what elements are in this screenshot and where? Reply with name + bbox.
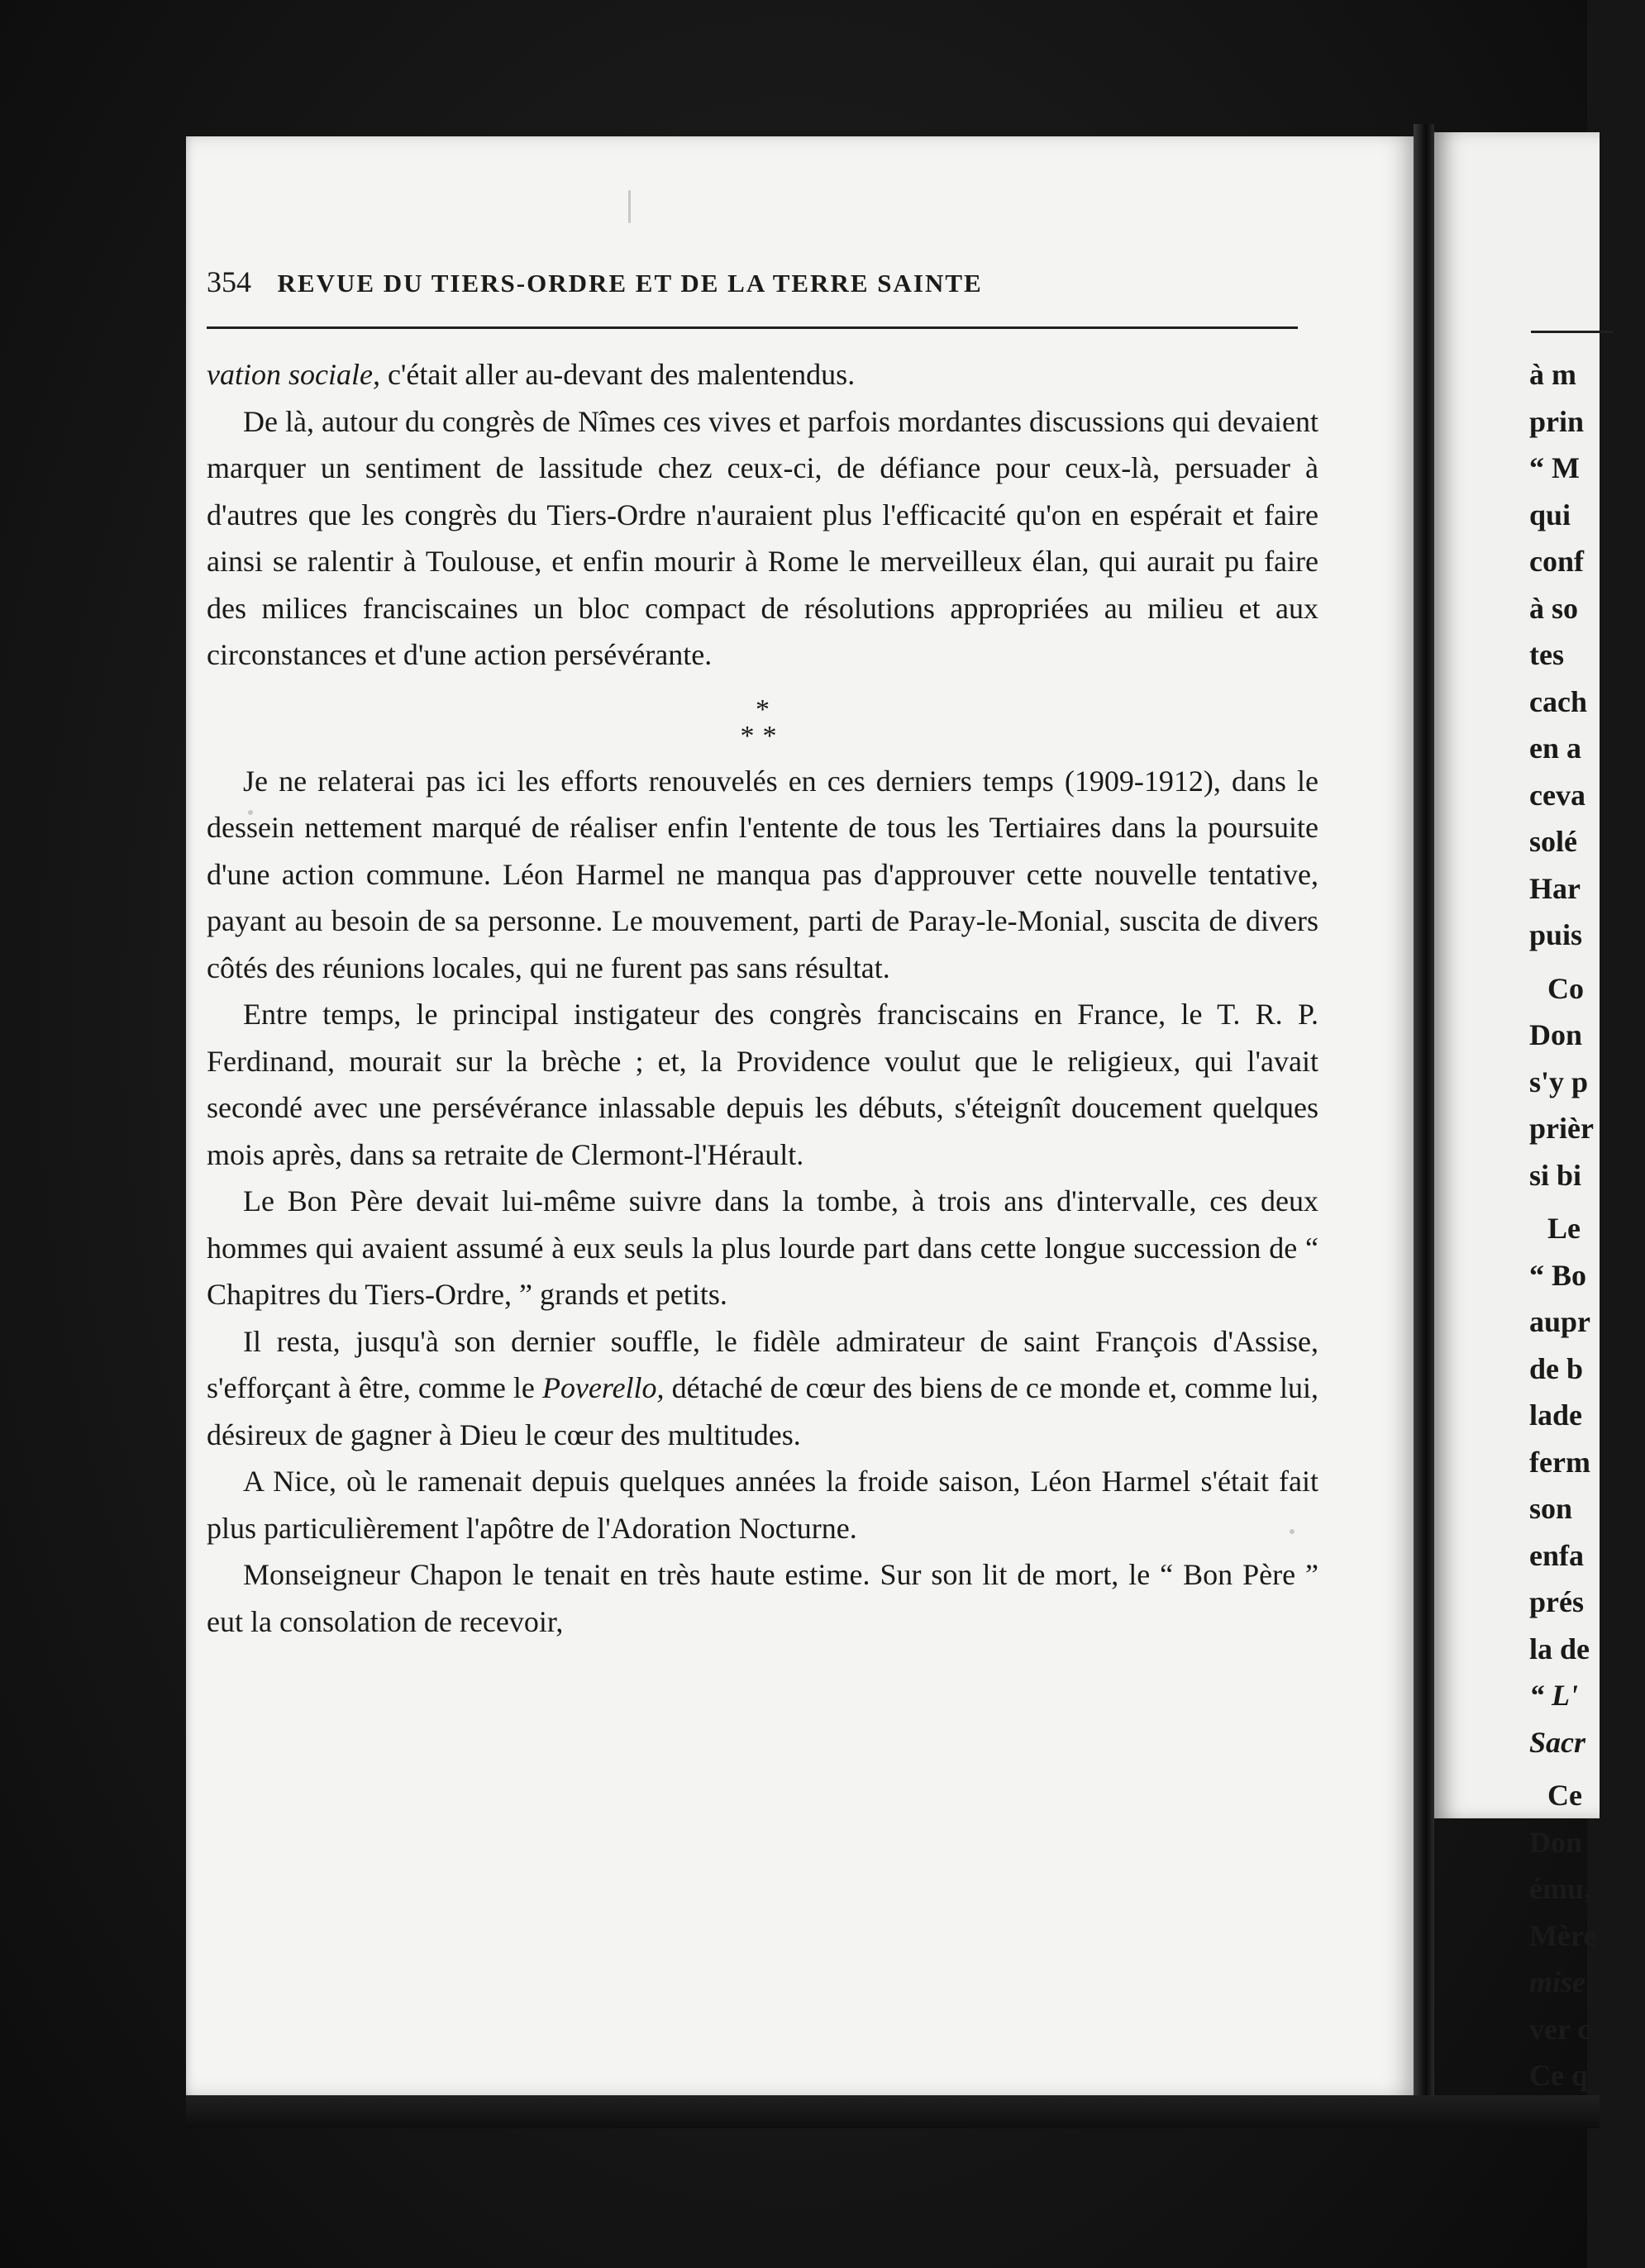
facing-page-line: “ M — [1529, 451, 1580, 484]
paragraph-gap — [1529, 1198, 1645, 1205]
facing-page-line: “ L' — [1529, 1679, 1578, 1712]
paragraph: Je ne relaterai pas ici les efforts renouvelés en ces derniers temps (1909-1912), dans le dessein nettement marqué de réaliser enfin l'entente de tous les Tertiaires dans la poursuite d'une action commune. Léon Harmel ne manqua pas d'approuver cette nouvelle tentative, payant au besoin de sa personne. Le mouvement, parti de Paray-le-Monial, suscita de divers côtés des réunions locales, qui ne furent pas sans résultat. — [207, 764, 1318, 984]
facing-page-line: qui — [1529, 498, 1571, 531]
section-break-asterism: * ** — [740, 693, 785, 751]
facing-page-line: son — [1529, 1492, 1573, 1525]
facing-page-line: Ce q — [1529, 2059, 1588, 2092]
facing-page-line: mise — [1529, 1965, 1585, 1999]
facing-page-line: ver c — [1529, 2012, 1591, 2046]
facing-page-line: de b — [1529, 1351, 1584, 1385]
facing-page-line: s'y p — [1529, 1065, 1589, 1098]
paragraph: Monseigneur Chapon le tenait en très haute estime. Sur son lit de mort, le “ Bon Père ” eut la consolation de recevoir, — [207, 1558, 1318, 1638]
facing-page-line: ceva — [1529, 778, 1585, 812]
facing-page-line: en a — [1529, 731, 1581, 765]
facing-page-line: si bi — [1529, 1158, 1582, 1192]
paragraph: Entre temps, le principal instigateur des congrès franciscains en France, le T. R. P. Ferdinand, mourait sur la brèche ; et, la Providence voulut que le religieux, qui l'avait secondé avec une persévérance inlassable depuis les débuts, s'éteignît doucement quelques mois après, dans sa retraite de Clermont-l'Hérault. — [207, 998, 1318, 1171]
facing-page-line: Le — [1547, 1212, 1581, 1245]
main-text-block — [207, 351, 1318, 1645]
facing-page-line: enfa — [1529, 1538, 1584, 1572]
facing-page-line: Co — [1547, 971, 1584, 1005]
facing-page-line: lade — [1529, 1398, 1583, 1432]
facing-page-line: conf — [1529, 545, 1584, 578]
facing-page-line: Ce — [1547, 1779, 1582, 1812]
facing-page-line: puis — [1529, 918, 1583, 951]
facing-page-line: Mère — [1529, 1918, 1597, 1952]
facing-page-line: tes — [1529, 638, 1564, 671]
header-rule — [207, 326, 1298, 329]
paragraph: Le Bon Père devait lui-même suivre dans la tombe, à trois ans d'intervalle, ces deux hommes qui avaient assumé à eux seuls la plus lourde part dans cette longue succession de “ Chapitres du Tiers-Ordre, ” grands et petits. — [207, 1184, 1318, 1311]
paragraph-gap — [1529, 959, 1645, 965]
facing-page-line: solé — [1529, 825, 1577, 858]
paragraph: vation sociale, c'était aller au-devant des malentendus. — [207, 358, 856, 391]
italic-lead: vation sociale, — [207, 358, 380, 391]
facing-page-line: Don — [1529, 1825, 1583, 1859]
facing-page-line: à so — [1529, 591, 1579, 625]
paragraph: De là, autour du congrès de Nîmes ces vives et parfois mordantes discussions qui devaient marquer un sentiment de lassitude chez ceux-ci, de défiance pour ceux-là, persuader à d'autres que les congrès du Tiers-Ordre n'auraient plus l'efficacité qu'on en espérait et faire ainsi se ralentir à Toulouse, et enfin mourir à Rome le merveilleux élan, qui aurait pu faire des milices franciscaines un bloc compact de résolutions appropriées au milieu et aux circonstances et d'une action persévérante. — [207, 404, 1318, 671]
running-head — [207, 264, 1281, 299]
facing-page-line: Har — [1529, 871, 1581, 905]
facing-page-line: ému, — [1529, 1872, 1591, 1905]
paragraph: Il resta, jusqu'à son dernier souffle, le fidèle admirateur de saint François d'Assise, s'efforçant à être, comme le Poverello, détaché de cœur des biens de ce monde et, comme lui, désireux de gagner à Dieu le cœur des multitudes. — [207, 1324, 1318, 1451]
book-gutter — [1414, 124, 1434, 2099]
facing-page-line: cach — [1529, 684, 1587, 718]
facing-page-line: prés — [1529, 1585, 1584, 1618]
facing-page-line: Sacr — [1529, 1725, 1586, 1759]
italic-word: Poverello, — [541, 1371, 665, 1404]
facing-page-line: à m — [1529, 358, 1576, 391]
facing-page-line: aupr — [1529, 1305, 1591, 1338]
running-title: REVUE DU TIERS-ORDRE ET DE LA TERRE SAINTE — [277, 269, 983, 298]
paragraph: A Nice, où le ramenait depuis quelques années la froide saison, Léon Harmel s'était fait plus particulièrement l'apôtre de l'Adoration Nocturne. — [207, 1465, 1318, 1545]
facing-page-rule — [1531, 331, 1614, 333]
paragraph-gap — [1529, 1765, 1645, 1772]
page-bottom-shadow — [186, 2095, 1600, 2128]
facing-page-line: prièr — [1529, 1112, 1594, 1145]
facing-page-fragments — [1529, 351, 1645, 2099]
facing-page-line: ferm — [1529, 1445, 1590, 1479]
facing-page-line: la de — [1529, 1632, 1590, 1665]
facing-page-line: prin — [1529, 404, 1585, 438]
page-number: 354 — [207, 265, 251, 298]
facing-page-line: “ Bo — [1529, 1258, 1587, 1292]
paper-speck — [628, 190, 631, 223]
facing-page-line: Don — [1529, 1018, 1583, 1051]
